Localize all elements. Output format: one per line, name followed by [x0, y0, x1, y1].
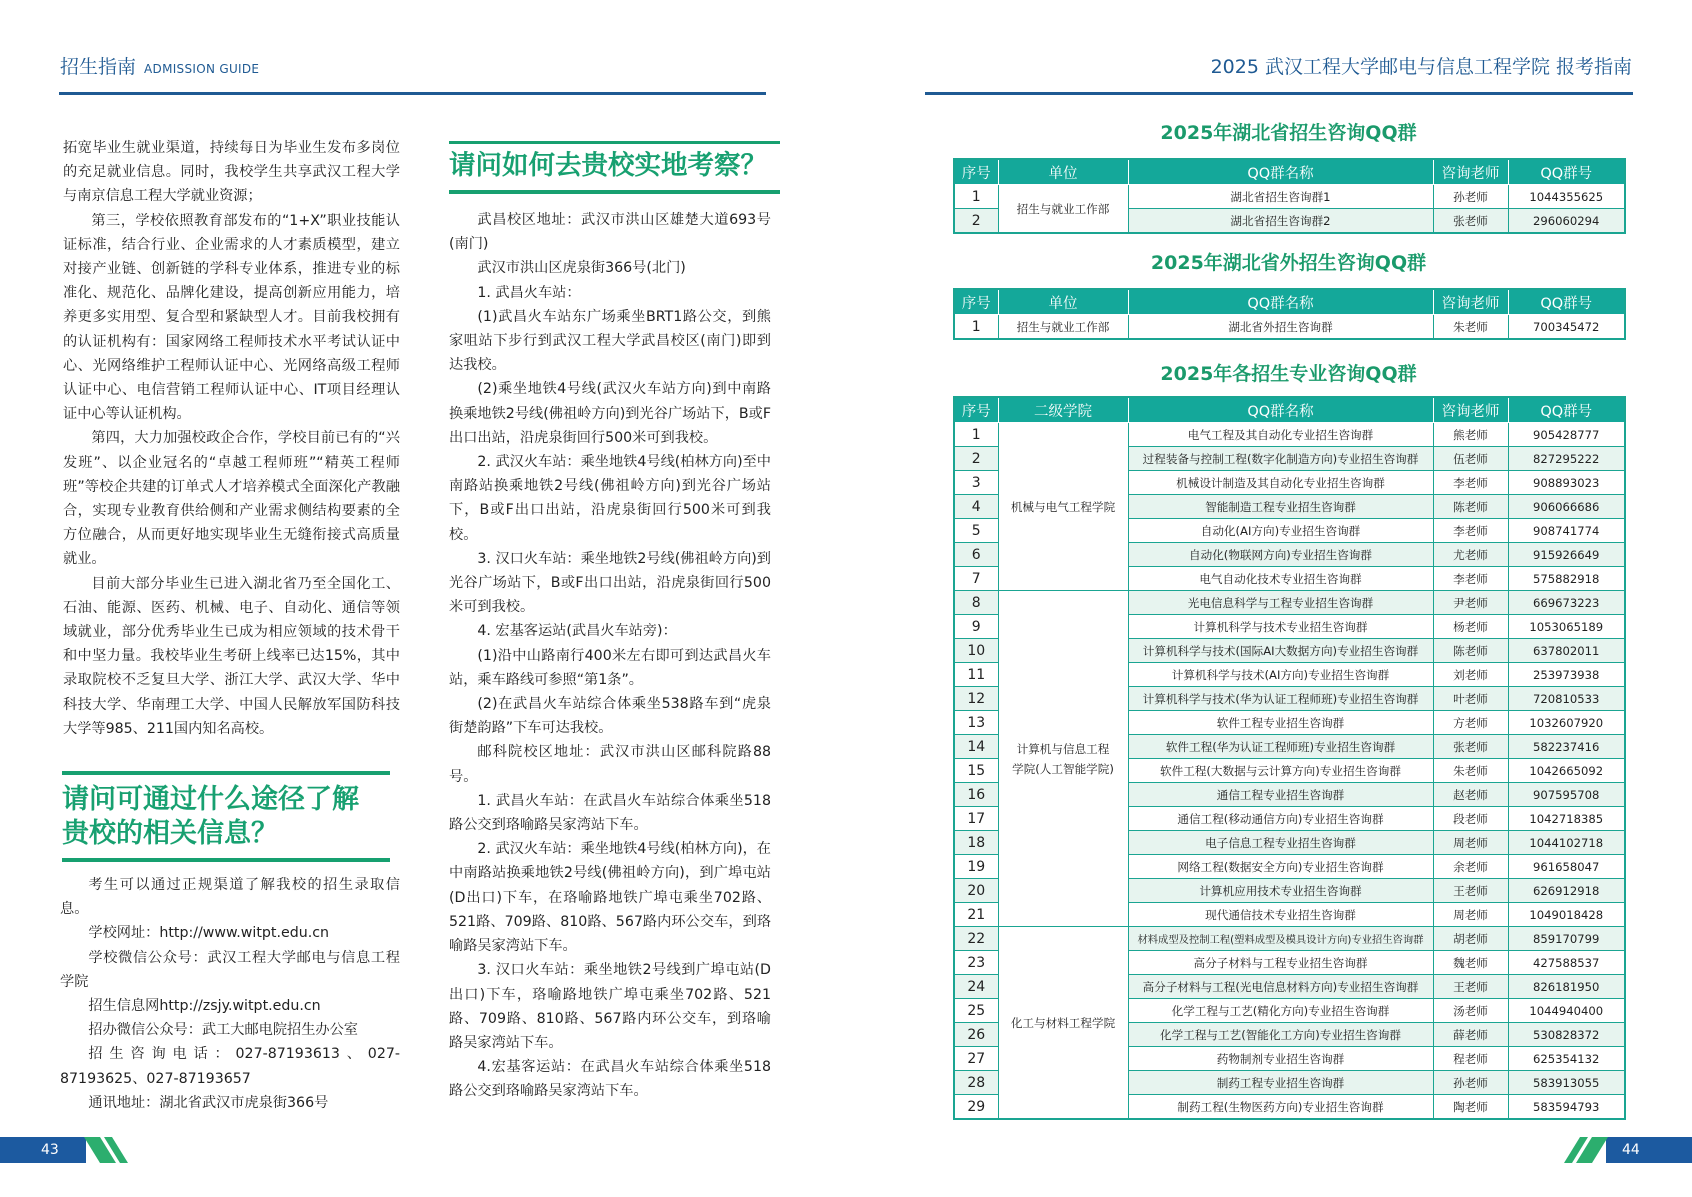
qq-number: 637802011	[1508, 639, 1625, 663]
qq-number: 1044102718	[1508, 831, 1625, 855]
paragraph: 目前大部分毕业生已进入湖北省乃至全国化工、石油、能源、医药、机械、电子、自动化、通信等领域就业，部分优秀毕业生已成为相应领域的技术骨干和中坚力量。我校毕业生考研上线率已达15%，其中录取院校不乏复旦大学、浙江大学、武汉大学、华中科技大学、华南理工大学、中国人民解放军国防科技大学等985、211国内知名高校。	[63, 575, 400, 737]
group-name: 智能制造工程专业招生咨询群	[1128, 495, 1433, 519]
qq-number: 669673223	[1508, 591, 1625, 615]
col-header: 单位	[998, 289, 1128, 315]
qq-number: 427588537	[1508, 951, 1625, 975]
col-header: 咨询老师	[1433, 159, 1508, 185]
table3-title: 2025年各招生专业咨询QQ群	[1160, 363, 1417, 385]
table-row	[954, 185, 1625, 209]
row-number: 13	[954, 711, 998, 735]
table-major-qq	[953, 396, 1626, 1120]
group-name: 软件工程(大数据与云计算方向)专业招生咨询群	[1128, 759, 1433, 783]
qq-number: 1044355625	[1508, 185, 1625, 209]
teacher: 叶老师	[1433, 687, 1508, 711]
info-line: 招生咨询电话：027-87193613、027-87193625、027-87193657	[60, 1046, 400, 1087]
qq-number: 905428777	[1508, 423, 1625, 447]
teacher: 尤老师	[1433, 543, 1508, 567]
section-bar-top	[449, 141, 780, 144]
teacher: 伍老师	[1433, 447, 1508, 471]
row-number: 19	[954, 855, 998, 879]
info-line: 招办微信公众号：武工大邮电院招生办公室	[88, 1022, 358, 1039]
group-name: 湖北省招生咨询群1	[1128, 185, 1433, 209]
teacher: 李老师	[1433, 519, 1508, 543]
left-column-text	[63, 136, 400, 741]
row-number: 15	[954, 759, 998, 783]
qq-number: 582237416	[1508, 735, 1625, 759]
row-number: 9	[954, 615, 998, 639]
qq-number: 859170799	[1508, 927, 1625, 951]
row-number: 14	[954, 735, 998, 759]
table-outside-hubei-qq	[953, 288, 1626, 340]
teacher: 段老师	[1433, 807, 1508, 831]
group-name: 自动化(AI方向)专业招生咨询群	[1128, 519, 1433, 543]
header-right: 2025 武汉工程大学邮电与信息工程学院 报考指南	[1210, 56, 1632, 78]
group-name: 通信工程(移动通信方向)专业招生咨询群	[1128, 807, 1433, 831]
teacher: 孙老师	[1433, 1071, 1508, 1095]
route-line: 4.宏基客运站：在武昌火车站综合体乘坐518路公交到珞喻路吴家湾站下车。	[449, 1059, 771, 1100]
group-name: 高分子材料与工程(光电信息材料方向)专业招生咨询群	[1128, 975, 1433, 999]
teacher: 尹老师	[1433, 591, 1508, 615]
row-number: 12	[954, 687, 998, 711]
teacher: 熊老师	[1433, 423, 1508, 447]
route-line: 2. 武汉火车站：乘坐地铁4号线(柏林方向)，在中南路站换乘地铁2号线(佛祖岭方向)，到广埠屯站(D出口)下车，在珞喻路地铁广埠屯乘坐702路、521路、709路、810路、567路内环公交车，到珞喻路吴家湾站下车。	[449, 841, 771, 955]
group-name: 机械设计制造及其自动化专业招生咨询群	[1128, 471, 1433, 495]
teacher: 胡老师	[1433, 927, 1508, 951]
header-left	[60, 52, 259, 79]
table-header-row	[954, 397, 1625, 423]
section-bar-top	[62, 771, 390, 775]
row-number: 17	[954, 807, 998, 831]
table-row	[954, 315, 1625, 340]
qq-number: 296060294	[1508, 209, 1625, 234]
qq-number: 906066686	[1508, 495, 1625, 519]
row-number: 27	[954, 1047, 998, 1071]
section-title-line: 贵校的相关信息？	[62, 818, 278, 849]
teacher: 周老师	[1433, 831, 1508, 855]
info-line: 通讯地址：湖北省武汉市虎泉街366号	[88, 1094, 329, 1111]
row-number: 1	[954, 315, 998, 340]
page-number-left: 43	[41, 1142, 59, 1158]
qq-number: 583913055	[1508, 1071, 1625, 1095]
route-line: 1. 武昌火车站：在武昌火车站综合体乘坐518路公交到珞喻路吴家湾站下车。	[449, 792, 771, 834]
qq-number: 575882918	[1508, 567, 1625, 591]
teacher: 余老师	[1433, 855, 1508, 879]
col-header: 序号	[954, 397, 998, 423]
table-header-row	[954, 289, 1625, 315]
group-name: 过程装备与控制工程(数字化制造方向)专业招生咨询群	[1128, 447, 1433, 471]
col-header: QQ群名称	[1128, 397, 1433, 423]
route-line: 1. 武昌火车站：	[477, 284, 581, 301]
college-line: 学院(人工智能学院)	[1012, 761, 1114, 776]
qq-number: 583594793	[1508, 1095, 1625, 1120]
info-list	[60, 873, 400, 1115]
group-name: 药物制剂专业招生咨询群	[1128, 1047, 1433, 1071]
route-line: 邮科院校区地址：武汉市洪山区邮科院路88号。	[449, 744, 771, 785]
row-number: 4	[954, 495, 998, 519]
qq-number: 700345472	[1508, 315, 1625, 340]
teacher: 赵老师	[1433, 783, 1508, 807]
row-number: 10	[954, 639, 998, 663]
qq-number: 626912918	[1508, 879, 1625, 903]
middle-column-text	[449, 208, 771, 1104]
info-line: 学校微信公众号：武汉工程大学邮电与信息工程学院	[60, 949, 400, 990]
info-line: 招生信息网http://zsjy.witpt.edu.cn	[88, 998, 321, 1015]
table2-title: 2025年湖北省外招生咨询QQ群	[1150, 252, 1427, 274]
group-name: 高分子材料与工程专业招生咨询群	[1128, 951, 1433, 975]
teacher: 朱老师	[1433, 315, 1508, 340]
route-line: 2. 武汉火车站：乘坐地铁4号线(柏林方向)至中南路站换乘地铁2号线(佛祖岭方向)到光谷广场站下，B或F出口出站，沿虎泉街回行500米可到我校。	[449, 454, 771, 543]
group-name: 化学工程与工艺(智能化工方向)专业招生咨询群	[1128, 1023, 1433, 1047]
col-header: 单位	[998, 159, 1128, 185]
table-row	[954, 927, 1625, 951]
qq-number: 253973938	[1508, 663, 1625, 687]
teacher: 汤老师	[1433, 999, 1508, 1023]
group-name: 制药工程(生物医药方向)专业招生咨询群	[1128, 1095, 1433, 1120]
route-line: 武汉市洪山区虎泉街366号(北门)	[477, 260, 686, 277]
group-name: 电气自动化技术专业招生咨询群	[1128, 567, 1433, 591]
qq-number: 720810533	[1508, 687, 1625, 711]
group-name: 软件工程(华为认证工程师班)专业招生咨询群	[1128, 735, 1433, 759]
route-line: 4. 宏基客运站(武昌火车站旁)：	[477, 623, 677, 640]
page-number-right: 44	[1622, 1142, 1640, 1158]
teacher: 陶老师	[1433, 1095, 1508, 1120]
row-number: 1	[954, 185, 998, 209]
group-name: 网络工程(数据安全方向)专业招生咨询群	[1128, 855, 1433, 879]
college-line: 计算机与信息工程	[1016, 741, 1110, 756]
college-cell: 化工与材料工程学院	[998, 927, 1128, 1120]
table-hubei-qq	[953, 158, 1626, 234]
qq-number: 1042665092	[1508, 759, 1625, 783]
section-bar-bottom	[62, 858, 390, 862]
section-title-visit: 请问如何去贵校实地考察？	[449, 150, 767, 181]
row-number: 25	[954, 999, 998, 1023]
unit-cell: 招生与就业工作部	[998, 315, 1128, 340]
table-row	[954, 591, 1625, 615]
col-header: QQ群名称	[1128, 289, 1433, 315]
teacher: 陈老师	[1433, 639, 1508, 663]
qq-number: 1042718385	[1508, 807, 1625, 831]
header-rule-right	[925, 92, 1633, 95]
qq-number: 826181950	[1508, 975, 1625, 999]
college-cell	[998, 591, 1128, 927]
route-line: 3. 汉口火车站：乘坐地铁2号线到广埠屯站(D出口)下车，珞喻路地铁广埠屯乘坐702路、521路、709路、810路、567路内环公交车，到珞喻路吴家湾站下车。	[449, 962, 771, 1051]
row-number: 21	[954, 903, 998, 927]
col-header: 咨询老师	[1433, 397, 1508, 423]
row-number: 7	[954, 567, 998, 591]
route-line: (1)沿中山路南行400米左右即可到达武昌火车站，乘车路线可参照“第1条”。	[449, 647, 771, 688]
row-number: 26	[954, 1023, 998, 1047]
info-line: 学校网址：http://www.witpt.edu.cn	[88, 925, 330, 942]
table1-title: 2025年湖北省招生咨询QQ群	[1160, 122, 1417, 144]
group-name: 计算机科学与技术(国际AI大数据方向)专业招生咨询群	[1128, 639, 1433, 663]
group-name: 通信工程专业招生咨询群	[1128, 783, 1433, 807]
group-name: 光电信息科学与工程专业招生咨询群	[1128, 591, 1433, 615]
qq-number: 625354132	[1508, 1047, 1625, 1071]
qq-number: 961658047	[1508, 855, 1625, 879]
footer-left-band	[0, 1135, 130, 1165]
col-header: QQ群号	[1508, 159, 1625, 185]
route-line: (2)在武昌火车站综合体乘坐538路车到“虎泉街楚韵路”下车可达我校。	[449, 696, 771, 737]
row-number: 8	[954, 591, 998, 615]
guide-title: 招生指南	[60, 56, 137, 78]
table-row	[954, 423, 1625, 447]
qq-number: 1053065189	[1508, 615, 1625, 639]
group-name: 湖北省外招生咨询群	[1128, 315, 1433, 340]
info-intro: 考生可以通过正规渠道了解我校的招生录取信息。	[60, 877, 400, 918]
teacher: 李老师	[1433, 471, 1508, 495]
teacher: 程老师	[1433, 1047, 1508, 1071]
section-bar-bottom	[449, 190, 780, 194]
header-rule-left	[59, 92, 766, 95]
qq-number: 915926649	[1508, 543, 1625, 567]
col-header: QQ群名称	[1128, 159, 1433, 185]
group-name: 湖北省招生咨询群2	[1128, 209, 1433, 234]
col-header: QQ群号	[1508, 289, 1625, 315]
paragraph: 第四，大力加强校政企合作，学校目前已有的“兴发班”、以企业冠名的“卓越工程师班”“精英工程师班”等校企共建的订单式人才培养模式全面深化产教融合，实现专业教育供给侧和产业需求侧结构要素的全方位融合，从而更好地实现毕业生无缝衔接式高质量就业。	[63, 430, 400, 568]
row-number: 5	[954, 519, 998, 543]
teacher: 孙老师	[1433, 185, 1508, 209]
row-number: 18	[954, 831, 998, 855]
row-number: 3	[954, 471, 998, 495]
paragraph: 拓宽毕业生就业渠道，持续每日为毕业生发布多岗位的充足就业信息。同时，我校学生共享武汉工程大学与南京信息工程大学就业资源；	[63, 140, 400, 205]
teacher: 薛老师	[1433, 1023, 1508, 1047]
qq-number: 1044940400	[1508, 999, 1625, 1023]
route-line: 3. 汉口火车站：乘坐地铁2号线(佛祖岭方向)到光谷广场站下，B或F出口出站，沿虎泉街回行500米可到我校。	[449, 550, 771, 616]
row-number: 11	[954, 663, 998, 687]
row-number: 6	[954, 543, 998, 567]
teacher: 张老师	[1433, 735, 1508, 759]
route-line: 武昌校区地址：武汉市洪山区雄楚大道693号(南门)	[449, 212, 771, 253]
group-name: 计算机科学与技术专业招生咨询群	[1128, 615, 1433, 639]
group-name: 电子信息工程专业招生咨询群	[1128, 831, 1433, 855]
unit-cell: 招生与就业工作部	[998, 185, 1128, 234]
college-cell: 机械与电气工程学院	[998, 423, 1128, 591]
qq-number: 530828372	[1508, 1023, 1625, 1047]
teacher: 刘老师	[1433, 663, 1508, 687]
section-title-info	[62, 783, 402, 851]
group-name: 制药工程专业招生咨询群	[1128, 1071, 1433, 1095]
teacher: 魏老师	[1433, 951, 1508, 975]
teacher: 朱老师	[1433, 759, 1508, 783]
qq-number: 827295222	[1508, 447, 1625, 471]
group-name: 化学工程与工艺(精化方向)专业招生咨询群	[1128, 999, 1433, 1023]
teacher: 陈老师	[1433, 495, 1508, 519]
group-name: 电气工程及其自动化专业招生咨询群	[1128, 423, 1433, 447]
teacher: 李老师	[1433, 567, 1508, 591]
qq-number: 907595708	[1508, 783, 1625, 807]
row-number: 22	[954, 927, 998, 951]
row-number: 24	[954, 975, 998, 999]
row-number: 16	[954, 783, 998, 807]
teacher: 周老师	[1433, 903, 1508, 927]
row-number: 2	[954, 447, 998, 471]
col-header: 序号	[954, 159, 998, 185]
teacher: 张老师	[1433, 209, 1508, 234]
group-name: 软件工程专业招生咨询群	[1128, 711, 1433, 735]
group-name: 计算机科学与技术(华为认证工程师班)专业招生咨询群	[1128, 687, 1433, 711]
group-name: 自动化(物联网方向)专业招生咨询群	[1128, 543, 1433, 567]
row-number: 23	[954, 951, 998, 975]
row-number: 2	[954, 209, 998, 234]
qq-number: 1049018428	[1508, 903, 1625, 927]
col-header: 二级学院	[998, 397, 1128, 423]
teacher: 王老师	[1433, 975, 1508, 999]
col-header: 序号	[954, 289, 998, 315]
col-header: QQ群号	[1508, 397, 1625, 423]
group-name: 计算机科学与技术(AI方向)专业招生咨询群	[1128, 663, 1433, 687]
row-number: 20	[954, 879, 998, 903]
group-name: 材料成型及控制工程(塑料成型及模具设计方向)专业招生咨询群	[1128, 927, 1433, 951]
qq-number: 908893023	[1508, 471, 1625, 495]
qq-number: 1032607920	[1508, 711, 1625, 735]
guide-subtitle: ADMISSION GUIDE	[144, 62, 260, 76]
section-title-line: 请问可通过什么途径了解	[62, 784, 359, 815]
group-name: 计算机应用技术专业招生咨询群	[1128, 879, 1433, 903]
route-line: (1)武昌火车站东广场乘坐BRT1路公交，到熊家咀站下步行到武汉工程大学武昌校区(南门)即到达我校。	[449, 308, 771, 374]
teacher: 王老师	[1433, 879, 1508, 903]
table-header-row	[954, 159, 1625, 185]
qq-number: 908741774	[1508, 519, 1625, 543]
route-line: (2)乘坐地铁4号线(武汉火车站方向)到中南路换乘地铁2号线(佛祖岭方向)到光谷广场站下，B或F出口出站，沿虎泉街回行500米可到我校。	[449, 381, 771, 446]
col-header: 咨询老师	[1433, 289, 1508, 315]
row-number: 1	[954, 423, 998, 447]
row-number: 29	[954, 1095, 998, 1120]
group-name: 现代通信技术专业招生咨询群	[1128, 903, 1433, 927]
row-number: 28	[954, 1071, 998, 1095]
teacher: 方老师	[1433, 711, 1508, 735]
teacher: 杨老师	[1433, 615, 1508, 639]
paragraph: 第三，学校依照教育部发布的“1+X”职业技能认证标准，结合行业、企业需求的人才素质模型，建立对接产业链、创新链的学科专业体系，推进专业的标准化、规范化、品牌化建设，提高创新应用能力，培养更多实用型、复合型和紧缺型人才。目前我校拥有的认证机构有：国家网络工程师技术水平考试认证中心、光网络维护工程师认证中心、光网络高级工程师认证中心、电信营销工程师认证中心、IT项目经理认证中心等认证机构。	[63, 212, 400, 423]
